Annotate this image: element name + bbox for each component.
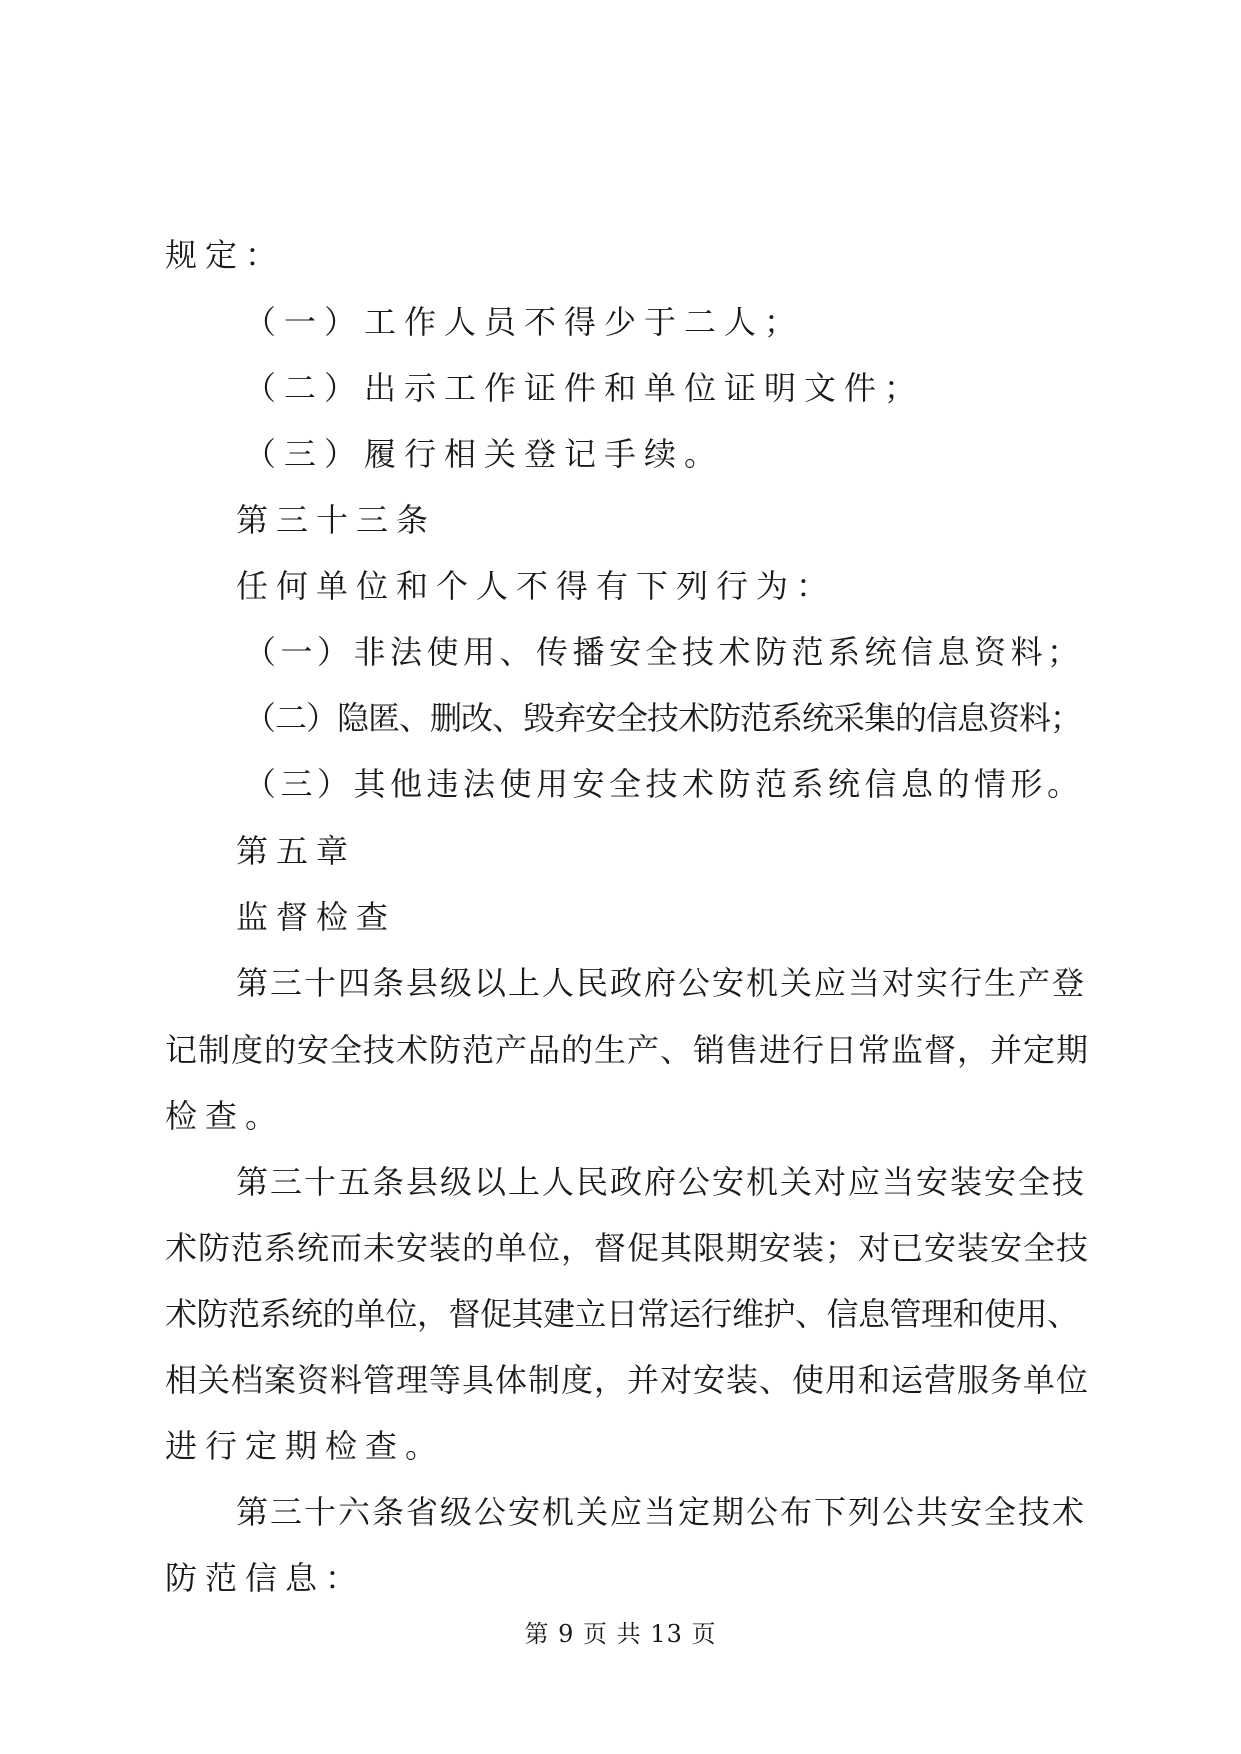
list-item: （三）其他违法使用安全技术防范系统信息的情形。 (244, 765, 1084, 803)
paragraph-line: 术防范系统而未安装的单位，督促其限期安装；对已安装安全技 (165, 1229, 1090, 1267)
paragraph-line: 第三十四条县级以上人民政府公安机关应当对实行生产登 (236, 964, 1087, 1002)
list-item: （一）非法使用、传播安全技术防范系统信息资料； (244, 633, 1084, 671)
page-footer: 第 9 页 共 13 页 (524, 1620, 717, 1648)
list-item: （三）履行相关登记手续。 (244, 435, 725, 473)
chapter-heading: 第五章 (236, 832, 357, 870)
list-item: （二）隐匿、删改、毁弃安全技术防范系统采集的信息资料； (244, 699, 1082, 737)
paragraph-line: 进行定期检查。 (165, 1427, 446, 1465)
paragraph-line: 术防范系统的单位，督促其建立日常运行维护、信息管理和使用、 (165, 1295, 1079, 1333)
paragraph-line: 第三十五条县级以上人民政府公安机关对应当安装安全技 (236, 1163, 1087, 1201)
text-line-guiding: 规定： (165, 236, 286, 274)
paragraph-line: 检查。 (165, 1097, 286, 1135)
paragraph-line: 防范信息： (165, 1559, 366, 1597)
list-item: （二）出示工作证件和单位证明文件； (244, 369, 925, 407)
article-heading: 第三十三条 (236, 501, 437, 539)
paragraph-line: 相关档案资料管理等具体制度，并对安装、使用和运营服务单位 (165, 1361, 1090, 1399)
chapter-title: 监督检查 (236, 898, 397, 936)
paragraph-line: 记制度的安全技术防范产品的生产、销售进行日常监督，并定期 (165, 1031, 1090, 1069)
paragraph-line: 任何单位和个人不得有下列行为： (236, 567, 837, 605)
paragraph-line: 第三十六条省级公安机关应当定期公布下列公共安全技术 (236, 1493, 1087, 1531)
list-item: （一）工作人员不得少于二人； (244, 303, 805, 341)
